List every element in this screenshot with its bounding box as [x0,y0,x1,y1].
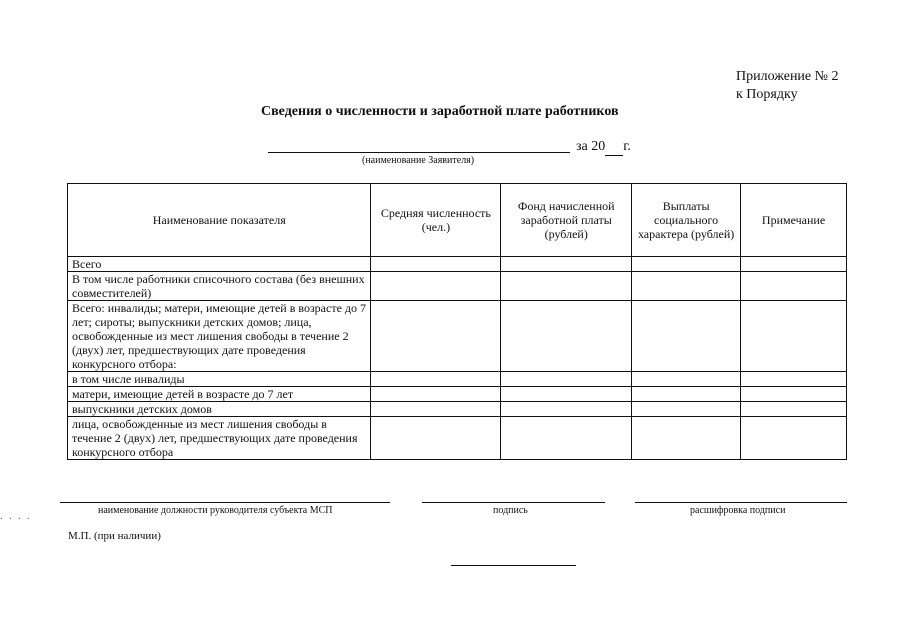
cell-input[interactable] [501,372,632,387]
header-note: Примечание [741,184,847,257]
cell-input[interactable] [741,387,847,402]
cell-input[interactable] [632,387,741,402]
cell-input[interactable] [741,257,847,272]
cell-input[interactable] [371,402,501,417]
cell-input[interactable] [632,301,741,372]
cell-input[interactable] [501,417,632,460]
period-label: за 20 [576,139,606,154]
cell-input[interactable] [632,402,741,417]
cell-input[interactable] [741,402,847,417]
table-row [68,417,847,460]
applicant-name-field[interactable] [268,152,570,153]
cell-input[interactable] [371,257,501,272]
cell-input[interactable] [371,301,501,372]
cell-input[interactable] [371,272,501,301]
cell-input[interactable] [501,402,632,417]
row-label: Всего: инвалиды; матери, имеющие детей в возрасте до 7 лет; сироты; выпускники детских домов; лица, освобожденные из мест лишения свободы в течение 2 (двух) лет, предшествующих дате проведения конкурсного отбора: [68,301,371,372]
header-indicator: Наименование показателя [68,184,371,257]
cell-input[interactable] [741,301,847,372]
row-label: лица, освобожденные из мест лишения свободы в течение 2 (двух) лет, предшествующих дате проведения конкурсного отбора [68,417,371,460]
stamp-note: М.П. (при наличии) [68,530,161,542]
bottom-line [451,565,576,566]
cell-input[interactable] [501,301,632,372]
position-caption: наименование должности руководителя субъекта МСП [98,505,333,516]
header-social-payments: Выплаты социального характера (рублей) [632,184,741,257]
scan-noise-dots: . . . . [0,511,32,522]
document-title: Сведения о численности и заработной плате работников [261,104,619,119]
cell-input[interactable] [501,387,632,402]
data-table [67,183,847,460]
cell-input[interactable] [501,272,632,301]
appendix-order: к Порядку [736,87,798,102]
cell-input[interactable] [741,417,847,460]
row-label: в том числе инвалиды [68,372,371,387]
row-label: В том числе работники списочного состава (без внешних совместителей) [68,272,371,301]
cell-input[interactable] [371,417,501,460]
cell-input[interactable] [371,387,501,402]
position-signature-line[interactable] [60,502,390,503]
header-headcount: Средняя численность (чел.) [371,184,501,257]
period-suffix: г. [623,139,631,154]
table-row [68,272,847,301]
appendix-number: Приложение № 2 [736,69,839,84]
table-header-row [68,184,847,257]
cell-input[interactable] [371,372,501,387]
year-blank[interactable] [605,139,623,156]
cell-input[interactable] [741,372,847,387]
cell-input[interactable] [501,257,632,272]
signature-decoding-line[interactable] [635,502,847,503]
appendix-reference [736,68,839,104]
table-row [68,402,847,417]
cell-input[interactable] [632,372,741,387]
row-label: выпускники детских домов [68,402,371,417]
cell-input[interactable] [632,417,741,460]
period-field [576,139,631,156]
table-row [68,257,847,272]
cell-input[interactable] [632,257,741,272]
signature-line[interactable] [422,502,605,503]
table-row [68,301,847,372]
row-label: Всего [68,257,371,272]
table-row [68,387,847,402]
header-payroll: Фонд начисленной заработной платы (рублей) [501,184,632,257]
applicant-caption: (наименование Заявителя) [362,155,475,166]
signature-caption: подпись [493,505,528,516]
cell-input[interactable] [632,272,741,301]
table-row [68,372,847,387]
cell-input[interactable] [741,272,847,301]
row-label: матери, имеющие детей в возрасте до 7 лет [68,387,371,402]
decoding-caption: расшифровка подписи [690,505,786,516]
